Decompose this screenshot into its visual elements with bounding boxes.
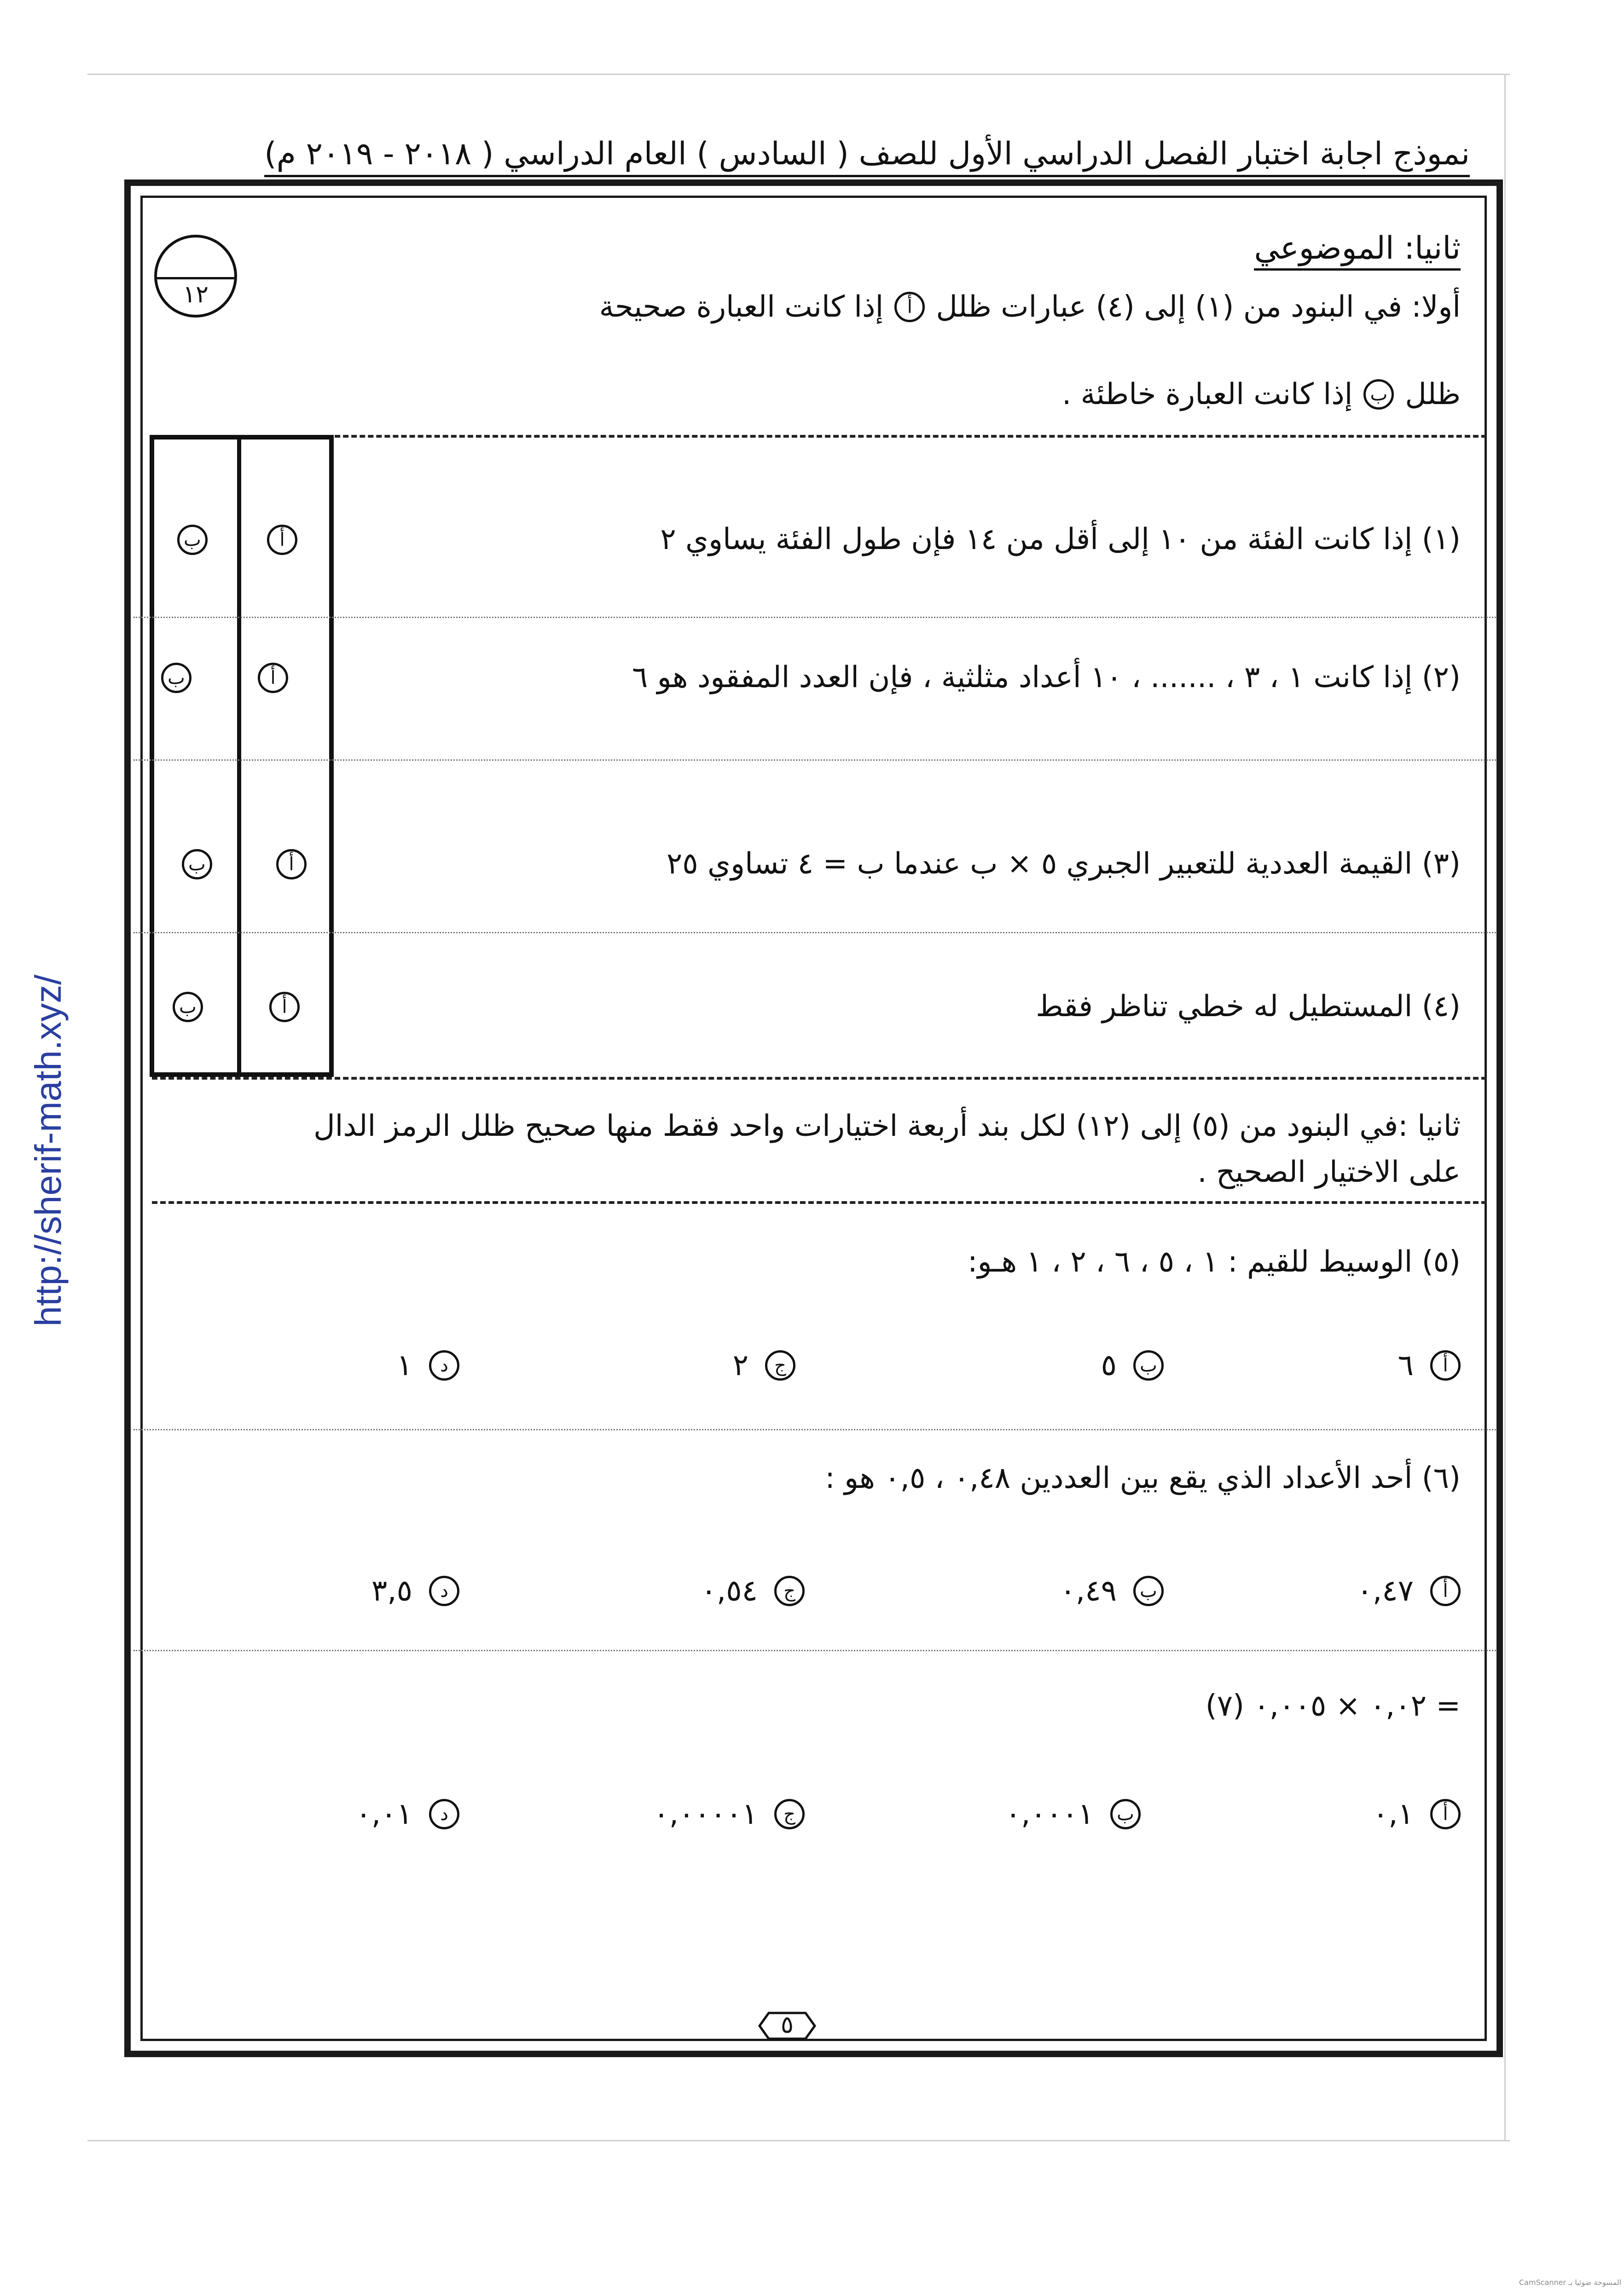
option-c-icon: ج [765, 1350, 795, 1381]
side-url-watermark[interactable] [9, 920, 87, 1381]
option-d-icon: د [429, 1576, 459, 1606]
q5-option-c[interactable] [733, 1348, 795, 1382]
q6-option-c-value: ٠,٥٤ [701, 1574, 758, 1608]
page-header: نموذج اجابة اختبار الفصل الدراسي الأول للصف ( السادس ) العام الدراسي ( ٢٠١٨ - ٢٠١٩ م) [264, 136, 1470, 172]
q7-option-c[interactable] [653, 1797, 805, 1831]
score-circle [154, 235, 237, 318]
q7-option-d[interactable] [356, 1797, 459, 1831]
tf-1-option-a[interactable]: أ [267, 525, 297, 555]
option-d-icon: د [429, 1799, 459, 1829]
q5-option-c-value: ٢ [732, 1348, 748, 1382]
q6-option-a-value: ٠,٤٧ [1357, 1574, 1414, 1608]
tf-question-3: (٣) القيمة العددية للتعبير الجبري ٥ × ب عندما ب = ٤ تساوي ٢٥ [666, 847, 1461, 881]
option-a-icon: أ [1430, 1350, 1461, 1381]
row-separator [133, 1650, 1496, 1651]
option-b-icon: ب [1133, 1350, 1164, 1381]
q7-option-a[interactable] [1373, 1797, 1461, 1831]
page-number: ٥ [781, 2011, 794, 2039]
q7-option-b-value: ٠,٠٠٠١ [1005, 1797, 1094, 1831]
row-separator [133, 617, 1496, 618]
scanner-stamp: CamScanner المسوحة ضوئيا بـ [1519, 2278, 1622, 2287]
section-divider [152, 435, 1487, 438]
paper-edge-top [87, 74, 1510, 75]
option-d-icon: د [429, 1350, 459, 1381]
option-c-icon: ج [774, 1799, 805, 1829]
tf-question-1: (١) إذا كانت الفئة من ١٠ إلى أقل من ١٤ فإن طول الفئة يساوي ٢ [660, 522, 1461, 556]
instruction-1-text: أولا: في البنود من (١) إلى (٤) عبارات ظلل [936, 290, 1461, 324]
section-title: ثانيا: الموضوعي [1254, 230, 1461, 271]
tf-question-2: (٢) إذا كانت ١ ، ٣ ، ....... ، ١٠ أعداد مثلثية ، فإن العدد المفقود هو ٦ [632, 660, 1461, 694]
q7-option-c-value: ٠,٠٠٠٠١ [653, 1797, 758, 1831]
tf-1-option-b[interactable]: ب [177, 525, 208, 555]
answer-column-divider [237, 435, 241, 1077]
mcq-instruction-line-1: ثانيا :في البنود من (٥) إلى (١٢) لكل بند أربعة اختيارات واحد فقط منها صحيح ظلل الرمز الدال [313, 1109, 1461, 1143]
row-separator [133, 1429, 1496, 1430]
option-a-icon: أ [1430, 1576, 1461, 1606]
q6-option-b-value: ٠,٤٩ [1060, 1574, 1117, 1608]
symbol-a-icon: أ [894, 292, 925, 322]
section-divider [152, 1077, 1487, 1080]
side-url-text: http://sherif-math.xyz/ [28, 974, 69, 1327]
option-a-icon: أ [1430, 1799, 1461, 1829]
q5-option-d-value: ١ [396, 1348, 412, 1382]
score-divider [157, 277, 234, 279]
tf-2-option-b[interactable]: ب [161, 663, 191, 693]
instruction-line-1 [599, 290, 1461, 324]
q7-option-d-value: ٠,٠١ [355, 1797, 412, 1831]
q5-option-a-value: ٦ [1398, 1348, 1414, 1382]
mcq-question-6: (٦) أحد الأعداد الذي يقع بين العددين ٠,٤٨ ، ٠,٥ هو : [825, 1461, 1461, 1495]
mcq-question-7: (٧) ٠,٠٢ × ٠,٠٠٥ = [1205, 1689, 1461, 1723]
tf-2-option-a[interactable]: أ [258, 663, 288, 693]
mcq-question-5: (٥) الوسيط للقيم : ١ ، ٥ ، ٦ ، ٢ ، ١ هـو: [968, 1245, 1461, 1279]
tf-3-option-b[interactable]: ب [182, 849, 212, 879]
q5-option-b[interactable] [1101, 1348, 1164, 1382]
mcq-instruction-line-2: على الاختيار الصحيح . [1197, 1155, 1461, 1189]
tf-4-option-a[interactable]: أ [269, 992, 300, 1022]
tf-3-option-a[interactable]: أ [276, 849, 307, 879]
tf-question-4: (٤) المستطيل له خطي تناظر فقط [1036, 989, 1461, 1024]
q6-option-d[interactable] [371, 1574, 459, 1608]
option-b-icon: ب [1133, 1576, 1164, 1606]
paper-edge-bottom [87, 2140, 1510, 2141]
tf-4-option-b[interactable]: ب [173, 992, 203, 1022]
score-value: ١٢ [183, 281, 209, 308]
instruction-2-tail: إذا كانت العبارة خاطئة . [1061, 377, 1353, 411]
q5-option-d[interactable] [397, 1348, 459, 1382]
q6-option-b[interactable] [1060, 1574, 1164, 1608]
q5-option-b-value: ٥ [1101, 1348, 1117, 1382]
paper-edge-right [1504, 74, 1506, 2140]
option-b-icon: ب [1110, 1799, 1141, 1829]
instruction-line-2 [1062, 377, 1461, 411]
q5-option-a[interactable] [1398, 1348, 1461, 1382]
answer-column-box [150, 435, 334, 1077]
instruction-1-tail: إذا كانت العبارة صحيحة [599, 290, 884, 324]
q6-option-a[interactable] [1357, 1574, 1461, 1608]
q6-option-c[interactable] [701, 1574, 805, 1608]
section-divider [152, 1201, 1487, 1204]
q6-option-d-value: ٣,٥ [371, 1574, 412, 1608]
row-separator [133, 759, 1496, 761]
row-separator [133, 932, 1496, 933]
option-c-icon: ج [774, 1576, 805, 1606]
q7-option-a-value: ٠,١ [1372, 1797, 1414, 1831]
symbol-b-icon: ب [1363, 379, 1394, 410]
instruction-2-text: ظلل [1405, 377, 1461, 411]
q7-option-b[interactable] [1005, 1797, 1141, 1831]
